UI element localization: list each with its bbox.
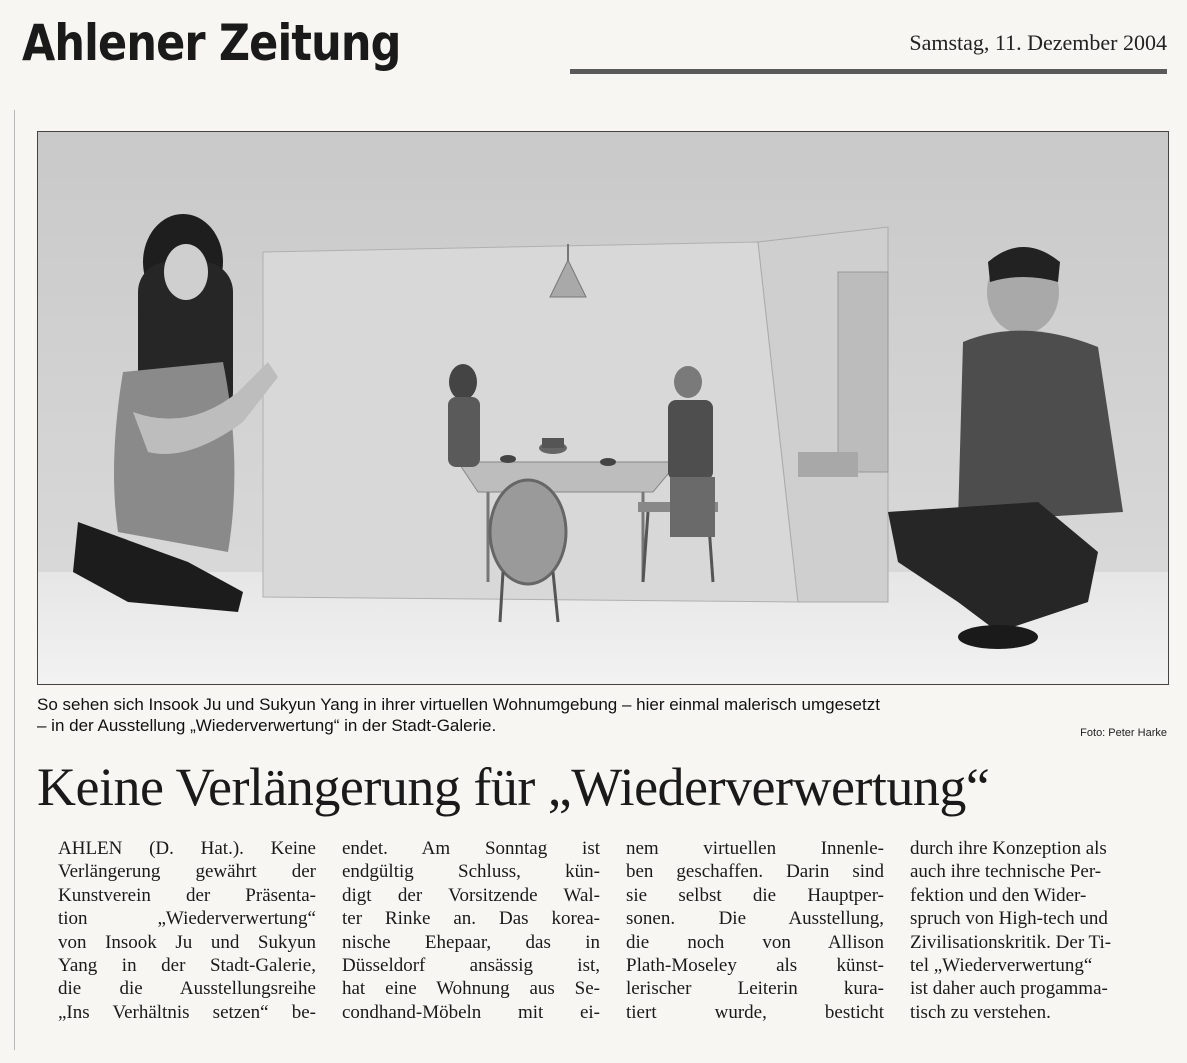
text-line: nem virtuellen Innenle- bbox=[626, 838, 884, 859]
exhibition-photo bbox=[37, 131, 1169, 685]
text-line: digt der Vorsitzende Wal- bbox=[342, 884, 600, 906]
text-line: hat eine Wohnung aus Se- bbox=[342, 978, 600, 1000]
text-line: endet. Am Sonntag ist bbox=[342, 838, 600, 859]
text-line: tiert wurde, besticht bbox=[626, 1001, 884, 1023]
article-column-3 bbox=[626, 837, 884, 1024]
caption-line-2: – in der Ausstellung „Wiederverwertung“ in der Stadt-Galerie. bbox=[37, 716, 497, 735]
text-line: tisch zu verstehen. bbox=[910, 1001, 1051, 1023]
text-line: AHLEN (D. Hat.). Keine bbox=[58, 838, 316, 859]
text-line: Yang in der Stadt-Galerie, bbox=[58, 955, 316, 977]
caption-line-1: So sehen sich Insook Ju und Sukyun Yang in ihrer virtuellen Wohnumgebung – hier einmal malerisch umgesetzt bbox=[37, 695, 880, 714]
text-line: Düsseldorf ansässig ist, bbox=[342, 955, 600, 977]
photo-credit: Foto: Peter Harke bbox=[1080, 727, 1167, 739]
article-column-2 bbox=[342, 837, 600, 1024]
text-line: von Insook Ju und Sukyun bbox=[58, 931, 316, 953]
text-line: condhand-Möbeln mit ei- bbox=[342, 1001, 600, 1023]
text-line: ben geschaffen. Darin sind bbox=[626, 861, 884, 883]
column-divider bbox=[14, 110, 15, 1050]
newspaper-masthead: Ahlener Zeitung bbox=[22, 14, 401, 72]
text-line: sonen. Die Ausstellung, bbox=[626, 908, 884, 930]
issue-date: Samstag, 11. Dezember 2004 bbox=[909, 30, 1167, 55]
article-headline: Keine Verlängerung für „Wiederverwertung“ bbox=[37, 757, 990, 817]
masthead-rule bbox=[570, 69, 1167, 74]
text-line: sie selbst die Hauptper- bbox=[626, 884, 884, 906]
text-line: fektion und den Wider- bbox=[910, 884, 1087, 906]
text-line: tion „Wiederverwertung“ bbox=[58, 908, 316, 930]
text-line: Zivilisationskritik. Der Ti- bbox=[910, 931, 1112, 953]
text-line: Verlängerung gewährt der bbox=[58, 861, 316, 883]
text-line: endgültig Schluss, kün- bbox=[342, 861, 600, 883]
text-line: durch ihre Konzeption als bbox=[910, 838, 1107, 859]
text-line: die die Ausstellungsreihe bbox=[58, 978, 316, 1000]
text-line: „Ins Verhältnis setzen“ be- bbox=[58, 1001, 316, 1023]
text-line: spruch von High-tech und bbox=[910, 908, 1108, 930]
article-column-1 bbox=[58, 837, 316, 1024]
article-body bbox=[58, 837, 1168, 1024]
text-line: lerischer Leiterin kura- bbox=[626, 978, 884, 1000]
text-line: ist daher auch progamma- bbox=[910, 978, 1108, 1000]
text-line: nische Ehepaar, das in bbox=[342, 931, 600, 953]
text-line: tel „Wiederverwertung“ bbox=[910, 955, 1093, 977]
text-line: Kunstverein der Präsenta- bbox=[58, 884, 316, 906]
text-line: auch ihre technische Per- bbox=[910, 861, 1102, 883]
photo-caption bbox=[37, 694, 1167, 739]
text-line: ter Rinke an. Das korea- bbox=[342, 908, 600, 930]
text-line: Plath-Moseley als künst- bbox=[626, 955, 884, 977]
article-column-4 bbox=[910, 837, 1168, 1024]
text-line: die noch von Allison bbox=[626, 931, 884, 953]
